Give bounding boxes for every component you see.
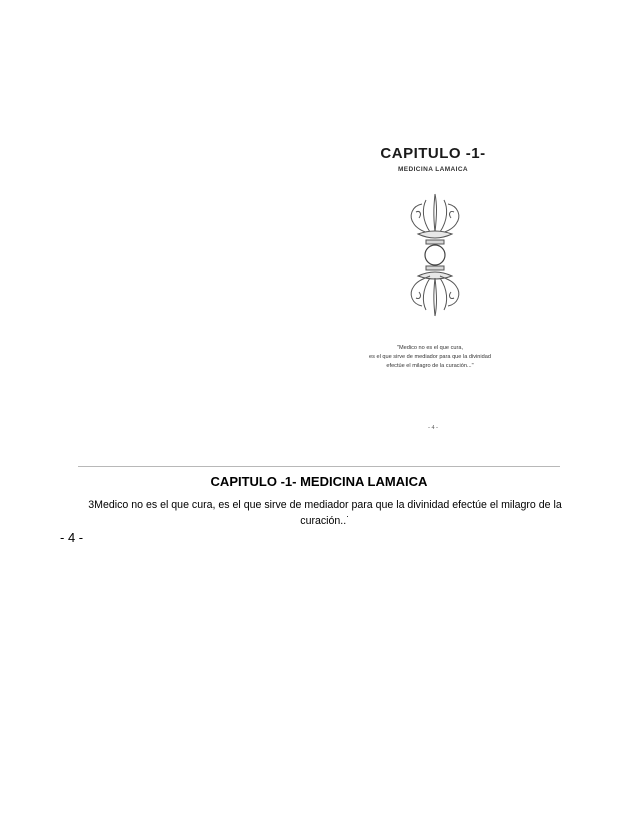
image-quote-line: es el que sirve de mediador para que la divinidad bbox=[369, 354, 491, 360]
chapter-heading: CAPITULO -1- MEDICINA LAMAICA bbox=[210, 474, 428, 489]
page-number: - 4 - bbox=[60, 530, 84, 545]
image-chapter-subtitle: MEDICINA LAMAICA bbox=[397, 166, 469, 173]
image-chapter-title: CAPITULO -1- bbox=[380, 145, 486, 162]
image-page-number: - 4 - bbox=[428, 425, 438, 431]
divider bbox=[78, 466, 560, 467]
epigraph-quote: 3Medico no es el que cura, es el que sirve de mediador para que la divinidad efectúe el milagro de la curación..˙ bbox=[88, 499, 562, 527]
image-quote-line: "Medico no es el que cura, bbox=[396, 345, 464, 351]
image-quote-line: efectúe el milagro de la curación..." bbox=[386, 363, 474, 369]
image-quote bbox=[344, 344, 516, 371]
vajra-illustration bbox=[400, 190, 470, 320]
